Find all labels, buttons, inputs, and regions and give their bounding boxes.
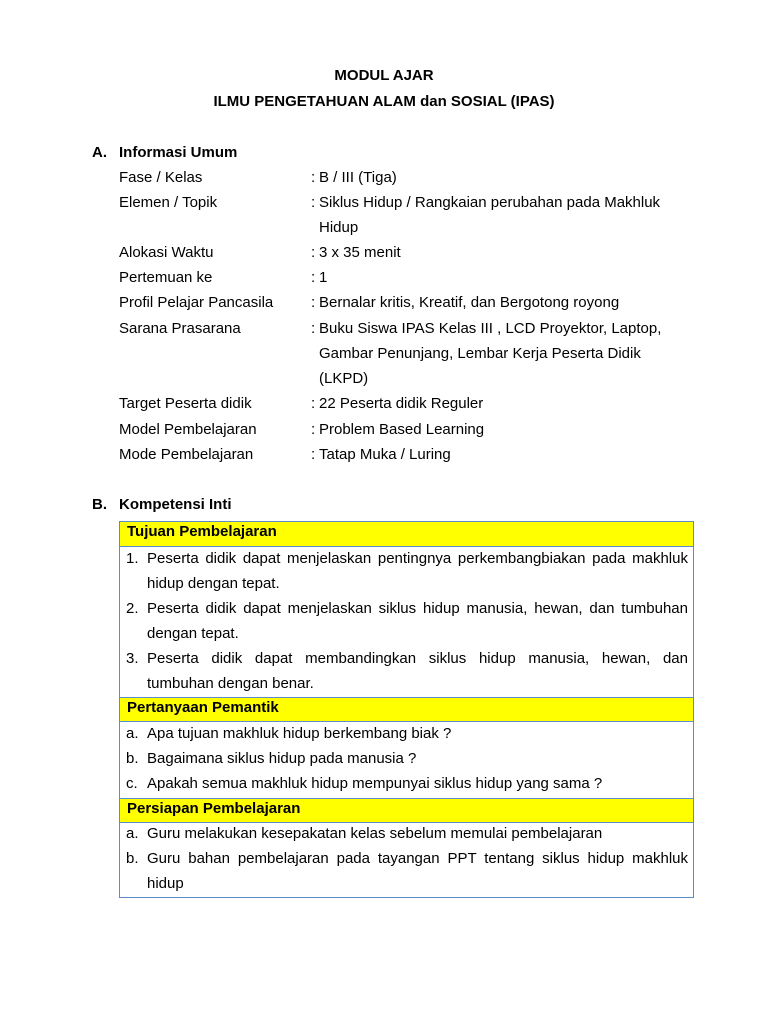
info-colon: : [311, 395, 316, 412]
info-value: Siklus Hidup / Rangkaian perubahan pada Makhluk Hidup [319, 194, 661, 236]
list-marker: b. [126, 750, 139, 767]
list-marker: c. [126, 775, 138, 792]
info-value: 22 Peserta didik Reguler [319, 395, 484, 412]
list-text: Apa tujuan makhluk hidup berkembang biak ? [147, 725, 452, 742]
list-text: Peserta didik dapat menjelaskan siklus hidup manusia, hewan, dan tumbuhan dengan tepat. [147, 600, 688, 642]
list-text: Guru melakukan kesepakatan kelas sebelum memulai pembelajaran [147, 825, 603, 842]
list-item [126, 721, 688, 746]
document-title: MODUL AJAR [334, 67, 434, 84]
section-a-letter: A. [92, 144, 107, 161]
info-value: 1 [319, 269, 328, 286]
list-marker: 2. [126, 600, 139, 617]
list-item [126, 821, 688, 846]
list-text: Guru bahan pembelajaran pada tayangan PPT tentang siklus hidup makhluk hidup [147, 850, 688, 892]
persiapan-heading: Persiapan Pembelajaran [120, 798, 693, 823]
list-text: Peserta didik dapat membandingkan siklus hidup manusia, hewan, dan tumbuhan dengan benar. [147, 650, 688, 692]
section-a-heading [92, 144, 237, 161]
info-label: Elemen / Topik [119, 194, 218, 211]
tujuan-heading: Tujuan Pembelajaran [120, 522, 693, 547]
list-item [126, 846, 688, 896]
info-label: Pertemuan ke [119, 269, 213, 286]
list-item [126, 646, 688, 696]
info-value: B / III (Tiga) [319, 169, 397, 186]
info-colon: : [311, 269, 316, 286]
list-marker: 3. [126, 650, 139, 667]
list-text: Apakah semua makhluk hidup mempunyai siklus hidup yang sama ? [147, 775, 603, 792]
info-label: Alokasi Waktu [119, 244, 214, 261]
info-colon: : [311, 244, 316, 261]
info-value: Buku Siswa IPAS Kelas III , LCD Proyektor, Laptop, Gambar Penunjang, Lembar Kerja Peserta Didik (LKPD) [319, 320, 662, 387]
list-item [126, 546, 688, 596]
info-label: Mode Pembelajaran [119, 446, 254, 463]
info-colon: : [311, 194, 316, 211]
list-marker: a. [126, 825, 139, 842]
info-value: Bernalar kritis, Kreatif, dan Bergotong royong [319, 294, 620, 311]
info-colon: : [311, 446, 316, 463]
info-label: Target Peserta didik [119, 395, 252, 412]
document-subtitle: ILMU PENGETAHUAN ALAM dan SOSIAL (IPAS) [213, 93, 555, 110]
list-marker: b. [126, 850, 139, 867]
list-item [126, 746, 688, 771]
info-label: Sarana Prasarana [119, 320, 241, 337]
info-label: Fase / Kelas [119, 169, 203, 186]
info-colon: : [311, 320, 316, 337]
list-text: Bagaimana siklus hidup pada manusia ? [147, 750, 417, 767]
list-item [126, 771, 688, 796]
section-b-title: Kompetensi Inti [119, 496, 232, 513]
info-label: Model Pembelajaran [119, 421, 257, 438]
info-label: Profil Pelajar Pancasila [119, 294, 274, 311]
info-colon: : [311, 169, 316, 186]
list-text: Peserta didik dapat menjelaskan pentingnya perkembangbiakan pada makhluk hidup dengan tepat. [147, 550, 688, 592]
info-colon: : [311, 421, 316, 438]
info-colon: : [311, 294, 316, 311]
section-b-letter: B. [92, 496, 107, 513]
info-value: 3 x 35 menit [319, 244, 401, 261]
list-marker: 1. [126, 550, 139, 567]
section-b-heading [92, 496, 232, 513]
info-value: Problem Based Learning [319, 421, 485, 438]
pertanyaan-heading: Pertanyaan Pemantik [120, 697, 693, 722]
section-a-title: Informasi Umum [119, 144, 238, 161]
list-marker: a. [126, 725, 139, 742]
kompetensi-table [119, 521, 694, 898]
list-item [126, 596, 688, 646]
info-value: Tatap Muka / Luring [319, 446, 451, 463]
